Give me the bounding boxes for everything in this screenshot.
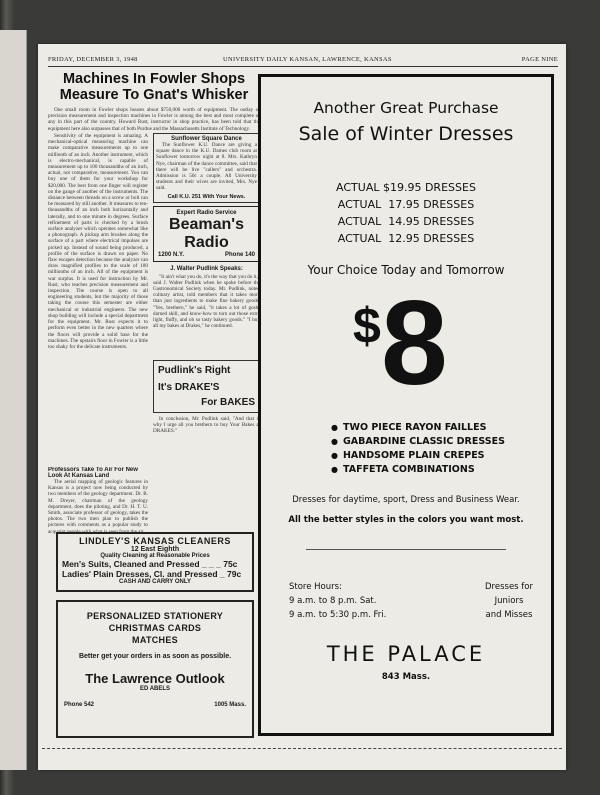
newspaper-page [38,44,566,770]
outlook-phone: Phone 542 [64,702,95,708]
outlook-line-2: CHRISTMAS CARDS [108,623,202,633]
sidebar-column [153,133,260,523]
palace-occasions: Dresses for daytime, sport, Dress and Business Wear. [292,495,520,505]
price-line: ACTUAL 12.95 DRESSES [337,232,475,245]
square-dance-body: The Sunflower K.U. Dance are giving a square dance in the K.U. Dames club room at Sunflower tomorrow night at 8. Mrs. Kathryn Nye, chairman of the dance committee, said that there will be live "callers" and orchestra. Admission is 50c a couple. All University students and their wives are invited, Mrs. Nye said. [156,142,257,192]
square-dance-title: Sunflower Square Dance [171,136,242,142]
hours-title: Store Hours: [289,582,342,592]
header-date: FRIDAY, DECEMBER 3, 1948 [48,56,138,63]
header-paper: UNIVERSITY DAILY KANSAN, LAWRENCE, KANSAS [223,56,392,63]
article-body [48,133,148,493]
article-headline: Machines In Fowler Shops Measure To Gnat's Whisker [59,71,249,103]
radio-top: Expert Radio Service [176,209,237,216]
cleaners-terms: CASH AND CARRY ONLY [119,579,191,585]
article-body-text: Sensitivity of the equipment is amazing. A mechanical-optical measuring machine can make comparative measurements up to one millionth of an inch. Another instrument, which is electro-mechanical, is capable of measurement up to 100 thousandths of an inch, actual, not comparative, measurement. You can buy one of them for your workshop for $20,000. The best from one finger will register on the gauge of another of the instruments. The distance between threads on a screw or bolt can be measured by still another. It measures to ten-thousandths of an inch both horizontally and laterally, and to one minute in degrees. Surface refinement of parts is checked by a brush surface analyzer which operates somewhat like a phonograph. A pickup arm brushes along the surface of a part where electrical impulses are picked up. Instead of sound being produced, a profile of the surface is drawn on paper. No flaw escapes detection because the analyzer can draw magnified profiles to the scale of 100 millionths of an inch. All of the equipment is war surplus. It is used for instruction by Mr. Rust, who teaches precision measurement and inspection. The course is open to all engineering students, but the majority of those taking the course this semester are either mechanical or industrial engineers. The new shop building will include a special department for the equipment. Mr. Rust expects it to perform even better in the new quarters where the floors will provide a solid base for the machines. The upstairs floor in Fowler is a little too shaky for the delicate instruments. [48,133,148,350]
store-hours [289,580,533,622]
store-name: THE PALACE [326,642,486,666]
hours-1: 9 a.m. to 8 p.m. Sat. [289,596,377,606]
page-header [48,54,558,67]
pudlink-body: "It ain't what you do, it's the way that you do it," said J. Walter Pudlink when he spoke before the Gastronomical Society today. Mr. Pudlink, noted culinary artist, told members that it takes more than just ingredients to make fine bakery goods. "Yes, brethern," he said, "it takes a lot of gosh-darned skill, and know-how to turn out those extra light, fluffy, and oh so tasty bakery goods." "I buy all my bakes at Drakes," he continued. [153,273,260,330]
outlook-owner: ED ABELS [139,686,171,692]
blank-line [306,539,506,550]
bullet-item: ● TWO PIECE RAYON FAILLES [331,421,551,435]
palace-prices [261,179,551,247]
cleaners-name: LINDLEY'S KANSAS CLEANERS [79,536,231,546]
outlook-line-1: PERSONALIZED STATIONERY [86,611,224,621]
bullet-item: ● TAFFETA COMBINATIONS [331,463,551,477]
sizes-2: Juniors [494,596,524,606]
sale-price [261,276,551,410]
square-dance-footer: Call K.U. 251 With Your News. [167,193,246,200]
outlook-line-4: Better get your orders in as soon as possible. [78,653,232,660]
radio-ad [153,206,260,262]
drakes-ad [153,360,260,413]
palace-line-1: Another Great Purchase [313,99,499,117]
outlook-ad [56,600,254,738]
drakes-line-2: It's DRAKE'S [158,381,220,393]
cleaners-tagline: Quality Cleaning at Reasonable Prices [100,553,210,559]
article-intro [48,107,260,135]
palace-line-2: Sale of Winter Dresses [298,123,514,145]
cleaners-line-1: Men's Suits, Cleaned and Pressed _ _ _ 75c [62,559,238,569]
dollar-sign: $ [353,298,381,354]
palace-styles: All the better styles in the colors you want most. [288,515,524,525]
pudlink-title: J. Walter Pudlink Speaks: [170,265,243,272]
drakes-line-1: Pudlink's Right [158,364,231,376]
cleaners-ad [56,532,254,592]
cleaners-address: 12 East Eighth [130,546,180,553]
hours-2: 9 a.m. to 5:30 p.m. Fri. [289,610,387,620]
drakes-line-3: For BAKES [201,396,255,408]
outlook-address: 1005 Mass. [214,702,246,708]
palace-ad [258,74,554,736]
price-number: 8 [381,276,448,410]
square-dance-box [153,133,260,203]
sizes-3: and Misses [485,610,533,620]
price-line: ACTUAL 17.95 DRESSES [337,198,475,211]
radio-address: 1200 N.Y. [158,251,185,258]
dress-bullets [331,421,551,477]
aerial-headline: Professors Take To Air For New Look At Kansas Land [48,467,138,479]
binder-strip [0,30,27,770]
pudlink-conclusion: In conclusion, Mr. Pudlink said, "And that is why I urge all you brethern to buy Your Bakes at DRAKES." [153,415,260,435]
radio-phone: Phone 140 [224,251,255,258]
palace-choice: Your Choice Today and Tomorrow [307,263,505,277]
outlook-name: The Lawrence Outlook [85,671,225,686]
price-line: ACTUAL 14.95 DRESSES [337,215,475,228]
outlook-line-3: MATCHES [132,635,178,645]
radio-name: Beaman's Radio [169,215,244,251]
bullet-item: ● GABARDINE CLASSIC DRESSES [331,435,551,449]
bottom-rule [42,748,562,749]
bullet-item: ● HANDSOME PLAIN CREPES [331,449,551,463]
sizes-1: Dresses for [485,582,533,592]
aerial-body: The aerial mapping of geologic features in Kansas is a project now being conducted by two members of the geology department. Dr. R. M. Dreyer, chairman of the geology department, does the piloting, and Dr. H. T. U. Smith, associate professor of geology, takes the photos. The two men plan to publish the pictures with comments as a popular study to acquaint people with what is seen from the air. [48,479,148,535]
cleaners-line-2: Ladies' Plain Dresses, Cl. and Pressed _ 79c [62,569,242,579]
header-page: PAGE NINE [521,56,558,63]
price-line: ACTUAL $19.95 DRESSES [336,181,476,194]
intro-text: One small room in Fowler shops houses about $750,000 worth of equipment. The outlay of precision measurement and inspection machines in Fowler is among the best and most complete of any in this part of the country. Howard Rust, instructor in shop practice, has been told that the equipment here also surpasses that of both Purdue and the Massachusetts Institute of Technology. [48,107,260,132]
store-address: 843 Mass. [381,672,431,682]
